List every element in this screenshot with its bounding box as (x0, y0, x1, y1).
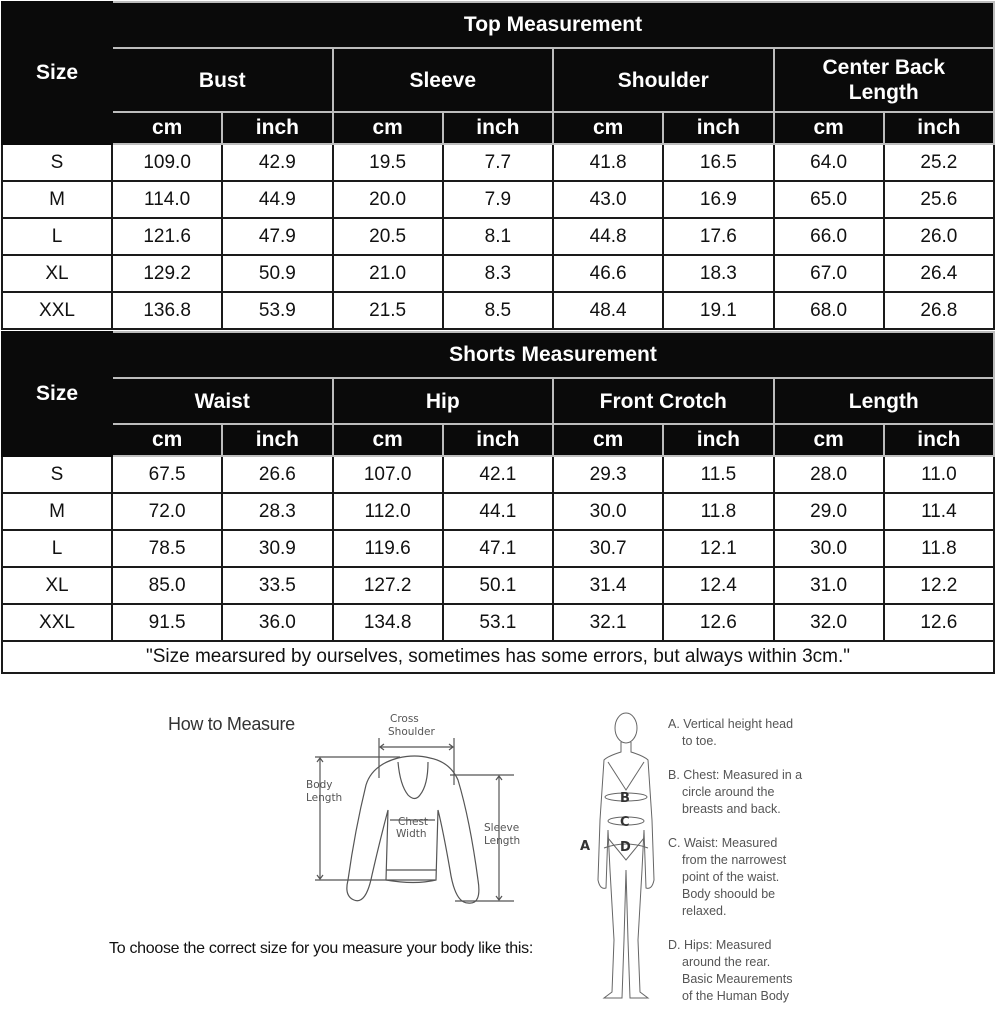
value-cell: 12.6 (884, 604, 994, 641)
unit-header: inch (884, 112, 994, 144)
legend-text: from the narrowest (682, 853, 787, 867)
unit-header: inch (443, 112, 553, 144)
table-row (2, 218, 994, 255)
size-cell: M (2, 181, 112, 218)
value-cell: 48.4 (553, 292, 663, 329)
value-cell: 119.6 (333, 530, 443, 567)
size-cell: XXL (2, 292, 112, 329)
value-cell: 42.1 (443, 456, 553, 493)
value-cell: 31.0 (774, 567, 884, 604)
value-cell: 20.0 (333, 181, 443, 218)
value-cell: 16.9 (663, 181, 773, 218)
value-cell: 46.6 (553, 255, 663, 292)
table-row (2, 567, 994, 604)
table-row (2, 255, 994, 292)
size-cell: XL (2, 567, 112, 604)
size-cell: S (2, 456, 112, 493)
value-cell: 19.5 (333, 144, 443, 181)
value-cell: 53.9 (222, 292, 332, 329)
value-cell: 30.0 (774, 530, 884, 567)
size-cell: L (2, 530, 112, 567)
body-length-label: Length (306, 792, 343, 804)
legend-text: Basic Meaurements (682, 972, 793, 986)
legend-text: of the Human Body (682, 989, 790, 1003)
value-cell: 12.1 (663, 530, 773, 567)
unit-header: inch (663, 112, 773, 144)
group-header-bust: Bust (112, 48, 333, 112)
how-to-measure-title: How to Measure (168, 714, 295, 734)
value-cell: 64.0 (774, 144, 884, 181)
legend-text: A. Vertical height head (668, 717, 794, 731)
value-cell: 36.0 (222, 604, 332, 641)
marker-c: C (620, 815, 630, 830)
unit-header: cm (333, 112, 443, 144)
value-cell: 44.9 (222, 181, 332, 218)
size-header: Size (2, 2, 112, 144)
value-cell: 43.0 (553, 181, 663, 218)
value-cell: 33.5 (222, 567, 332, 604)
group-header-label: Center Back Length (822, 56, 946, 104)
value-cell: 18.3 (663, 255, 773, 292)
unit-header: inch (884, 424, 994, 456)
group-header-front-crotch: Front Crotch (553, 378, 774, 424)
value-cell: 11.8 (663, 493, 773, 530)
value-cell: 44.8 (553, 218, 663, 255)
legend-text: C. Waist: Measured (668, 836, 778, 850)
chest-width-label: Width (396, 828, 427, 840)
measurement-instruction: To choose the correct size for you measure your body like this: (109, 940, 533, 957)
group-header-waist: Waist (112, 378, 333, 424)
value-cell: 11.0 (884, 456, 994, 493)
unit-header: inch (663, 424, 773, 456)
value-cell: 29.3 (553, 456, 663, 493)
marker-d: D (620, 840, 631, 855)
value-cell: 26.4 (884, 255, 994, 292)
value-cell: 28.0 (774, 456, 884, 493)
value-cell: 85.0 (112, 567, 222, 604)
size-header: Size (2, 332, 112, 456)
value-cell: 50.1 (443, 567, 553, 604)
value-cell: 12.2 (884, 567, 994, 604)
value-cell: 30.9 (222, 530, 332, 567)
value-cell: 129.2 (112, 255, 222, 292)
table-row (2, 144, 994, 181)
value-cell: 78.5 (112, 530, 222, 567)
shorts-measurement-table (1, 331, 995, 674)
value-cell: 12.4 (663, 567, 773, 604)
value-cell: 114.0 (112, 181, 222, 218)
legend-text: relaxed. (682, 904, 727, 918)
table-title: Shorts Measurement (112, 332, 994, 378)
value-cell: 72.0 (112, 493, 222, 530)
group-header-sleeve: Sleeve (333, 48, 554, 112)
value-cell: 21.0 (333, 255, 443, 292)
value-cell: 47.1 (443, 530, 553, 567)
value-cell: 65.0 (774, 181, 884, 218)
value-cell: 11.4 (884, 493, 994, 530)
value-cell: 26.6 (222, 456, 332, 493)
value-cell: 17.6 (663, 218, 773, 255)
legend-text: D. Hips: Measured (668, 938, 772, 952)
size-cell: S (2, 144, 112, 181)
table-row (2, 604, 994, 641)
value-cell: 30.7 (553, 530, 663, 567)
size-cell: XL (2, 255, 112, 292)
value-cell: 44.1 (443, 493, 553, 530)
table-row (2, 493, 994, 530)
unit-header: inch (222, 424, 332, 456)
value-cell: 136.8 (112, 292, 222, 329)
value-cell: 19.1 (663, 292, 773, 329)
value-cell: 8.1 (443, 218, 553, 255)
value-cell: 31.4 (553, 567, 663, 604)
table-title: Top Measurement (112, 2, 994, 48)
legend-text: point of the waist. (682, 870, 780, 884)
marker-b: B (620, 791, 630, 806)
value-cell: 53.1 (443, 604, 553, 641)
value-cell: 30.0 (553, 493, 663, 530)
marker-a: A (580, 839, 591, 854)
legend-text: Body shoould be (682, 887, 776, 901)
value-cell: 66.0 (774, 218, 884, 255)
value-cell: 121.6 (112, 218, 222, 255)
value-cell: 109.0 (112, 144, 222, 181)
unit-header: cm (112, 112, 222, 144)
unit-header: inch (222, 112, 332, 144)
value-cell: 8.5 (443, 292, 553, 329)
legend-text: to toe. (682, 734, 717, 748)
chest-width-label: Chest (398, 816, 429, 828)
value-cell: 25.2 (884, 144, 994, 181)
value-cell: 28.3 (222, 493, 332, 530)
value-cell: 8.3 (443, 255, 553, 292)
table-row (2, 530, 994, 567)
table-row (2, 456, 994, 493)
garment-measure-diagram (300, 710, 530, 910)
value-cell: 107.0 (333, 456, 443, 493)
value-cell: 50.9 (222, 255, 332, 292)
value-cell: 32.1 (553, 604, 663, 641)
size-cell: XXL (2, 604, 112, 641)
unit-header: cm (774, 112, 884, 144)
value-cell: 68.0 (774, 292, 884, 329)
value-cell: 26.0 (884, 218, 994, 255)
cross-shoulder-label: Shoulder (388, 726, 435, 738)
value-cell: 127.2 (333, 567, 443, 604)
value-cell: 7.9 (443, 181, 553, 218)
legend-text: circle around the (682, 785, 775, 799)
legend-text: breasts and back. (682, 802, 781, 816)
value-cell: 41.8 (553, 144, 663, 181)
unit-header: cm (112, 424, 222, 456)
group-header-shoulder: Shoulder (553, 48, 774, 112)
value-cell: 12.6 (663, 604, 773, 641)
sleeve-length-label: Sleeve (484, 822, 520, 834)
unit-header: cm (553, 424, 663, 456)
group-header-center-back-length (774, 48, 995, 112)
value-cell: 91.5 (112, 604, 222, 641)
sleeve-length-label: Length (484, 835, 521, 847)
value-cell: 67.0 (774, 255, 884, 292)
cross-shoulder-label: Cross (390, 713, 419, 725)
legend-text: around the rear. (682, 955, 771, 969)
value-cell: 11.8 (884, 530, 994, 567)
body-figure-diagram (578, 710, 668, 1010)
table-row (2, 181, 994, 218)
legend-item-d (668, 937, 828, 1005)
value-cell: 25.6 (884, 181, 994, 218)
body-length-label: Body (306, 779, 333, 791)
legend-item-a (668, 716, 828, 750)
unit-header: cm (333, 424, 443, 456)
value-cell: 42.9 (222, 144, 332, 181)
value-cell: 7.7 (443, 144, 553, 181)
value-cell: 32.0 (774, 604, 884, 641)
group-header-length: Length (774, 378, 995, 424)
value-cell: 20.5 (333, 218, 443, 255)
value-cell: 21.5 (333, 292, 443, 329)
unit-header: inch (443, 424, 553, 456)
unit-header: cm (553, 112, 663, 144)
unit-header: cm (774, 424, 884, 456)
size-cell: M (2, 493, 112, 530)
legend-item-c (668, 835, 828, 920)
table-row (2, 292, 994, 329)
group-header-hip: Hip (333, 378, 554, 424)
value-cell: 112.0 (333, 493, 443, 530)
legend-text: B. Chest: Measured in a (668, 768, 803, 782)
value-cell: 16.5 (663, 144, 773, 181)
value-cell: 26.8 (884, 292, 994, 329)
size-cell: L (2, 218, 112, 255)
value-cell: 67.5 (112, 456, 222, 493)
measurement-disclaimer: "Size mearsured by ourselves, sometimes has some errors, but always within 3cm." (2, 641, 994, 673)
value-cell: 29.0 (774, 493, 884, 530)
value-cell: 47.9 (222, 218, 332, 255)
legend-item-b (668, 767, 828, 818)
value-cell: 11.5 (663, 456, 773, 493)
value-cell: 134.8 (333, 604, 443, 641)
top-measurement-table (1, 1, 995, 330)
